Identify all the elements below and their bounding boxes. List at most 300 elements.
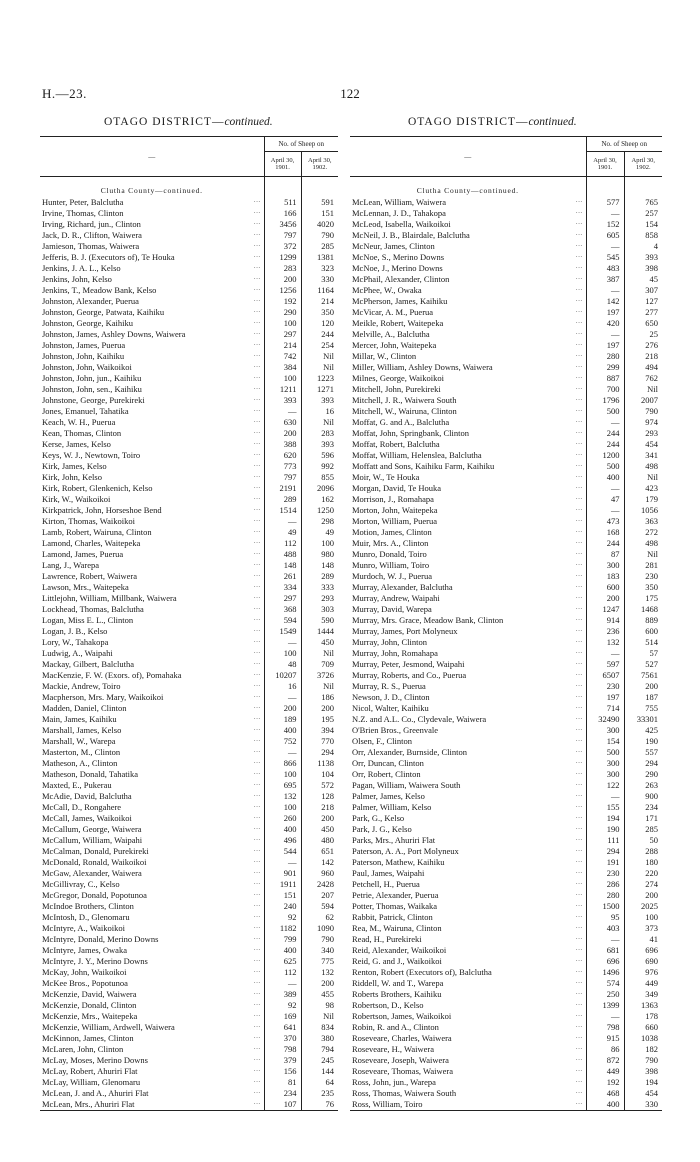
sheep-count-1902: 527	[624, 659, 662, 670]
sheep-count-1902: 454	[624, 439, 662, 450]
owner-name: Munro, Donald, Toiro	[352, 549, 427, 559]
owner-name: McGillivray, C., Kelso	[42, 879, 120, 889]
leader-dots: ···	[575, 715, 583, 723]
sheep-count-1901: 81	[264, 1077, 301, 1088]
table-row	[350, 527, 662, 538]
sheep-count-1902: 498	[624, 538, 662, 549]
table-row	[350, 494, 662, 505]
sheep-count-1901: 236	[586, 626, 624, 637]
table-row	[350, 362, 662, 373]
table-row	[350, 945, 662, 956]
sheep-count-1902: Nil	[301, 681, 338, 692]
leader-dots: ···	[575, 418, 583, 426]
table-row	[350, 868, 662, 879]
sheep-count-1901: 294	[586, 846, 624, 857]
sheep-count-1902: 200	[301, 978, 338, 989]
owner-name: Park, G., Kelso	[352, 813, 405, 823]
owner-name: Morrison, J., Romahapa	[352, 494, 434, 504]
sheep-count-1901: 289	[264, 494, 301, 505]
sheep-count-1902: 363	[624, 516, 662, 527]
leader-dots: ···	[575, 990, 583, 998]
owner-name: Ludwig, A., Waipahi	[42, 648, 113, 658]
owner-name: McLeod, Isabella, Waikoikoi	[352, 219, 451, 229]
leader-dots: ···	[575, 352, 583, 360]
owner-name: McLean, Mrs., Ahuriri Flat	[40, 1099, 240, 1111]
leader-dots: ···	[575, 858, 583, 866]
sheep-count-1902: 594	[301, 901, 338, 912]
leader-dots: ···	[253, 737, 261, 745]
table-row	[40, 296, 338, 307]
table-row	[350, 549, 662, 560]
owner-name: Lamb, Robert, Wairuna, Clinton	[42, 527, 152, 537]
owner-name: Jamieson, Thomas, Waiwera	[42, 241, 140, 251]
leader-dots: ···	[253, 341, 261, 349]
leader-dots: ···	[253, 1034, 261, 1042]
sheep-count-1902: 244	[301, 329, 338, 340]
sheep-count-1902: 290	[624, 769, 662, 780]
sheep-count-1901: 797	[264, 472, 301, 483]
leader-dots: ···	[575, 242, 583, 250]
table-row	[350, 582, 662, 593]
leader-dots: ···	[253, 330, 261, 338]
table-row	[40, 230, 338, 241]
sheep-count-1901: 49	[264, 527, 301, 538]
owner-name: Kerse, James, Kelso	[42, 439, 111, 449]
table-row	[350, 296, 662, 307]
leader-dots: ···	[253, 374, 261, 382]
sheep-count-1901: 192	[264, 296, 301, 307]
owner-name: Millar, W., Clinton	[352, 351, 417, 361]
leader-dots: ···	[575, 792, 583, 800]
leader-dots: ···	[575, 682, 583, 690]
owner-name: Marshall, James, Kelso	[42, 725, 122, 735]
table-row	[40, 868, 338, 879]
leader-dots: ···	[240, 1099, 264, 1111]
sheep-count-1901: 299	[586, 362, 624, 373]
sheep-count-1902: 293	[301, 593, 338, 604]
table-row	[40, 692, 338, 703]
leader-dots: ···	[575, 264, 583, 272]
table-row	[350, 373, 662, 384]
sheep-count-1902: 960	[301, 868, 338, 879]
sheep-count-1901: —	[586, 505, 624, 516]
sheep-count-1902: 350	[301, 307, 338, 318]
table-row	[40, 615, 338, 626]
sheep-count-1902: 182	[624, 1044, 662, 1055]
owner-name: McLennan, J. D., Tahakopa	[352, 208, 446, 218]
leader-dots: ···	[575, 935, 583, 943]
sheep-count-1901: —	[586, 208, 624, 219]
sheep-count-1902: 770	[301, 736, 338, 747]
leader-dots: ···	[253, 473, 261, 481]
table-row	[40, 549, 338, 560]
right-subhead: Clutha County—continued.	[350, 177, 586, 198]
owner-name: Johnston, George, Patwata, Kaihiku	[42, 307, 165, 317]
table-row	[350, 615, 662, 626]
page-reference: H.—23.	[42, 86, 87, 101]
sheep-count-1901: 297	[264, 593, 301, 604]
sheep-count-1901: 872	[586, 1055, 624, 1066]
owner-name: McIntyre, A., Waikoikoi	[42, 923, 125, 933]
sheep-count-1902: 98	[301, 1000, 338, 1011]
sheep-count-1901: 641	[264, 1022, 301, 1033]
table-row	[350, 835, 662, 846]
leader-dots: ···	[575, 506, 583, 514]
table-row	[350, 340, 662, 351]
table-row	[40, 703, 338, 714]
leader-dots: ···	[575, 374, 583, 382]
owner-name: McKenzie, David, Waiwera	[42, 989, 137, 999]
sheep-count-1901: 152	[586, 219, 624, 230]
sheep-count-1901: 142	[586, 296, 624, 307]
sheep-count-1902: 4020	[301, 219, 338, 230]
sheep-count-1902: 2428	[301, 879, 338, 890]
table-row	[40, 208, 338, 219]
table-row	[350, 934, 662, 945]
owner-name: Riddell, W. and T., Warepa	[352, 978, 444, 988]
leader-dots: ···	[575, 396, 583, 404]
table-row	[350, 593, 662, 604]
table-row	[40, 1000, 338, 1011]
table-row	[350, 813, 662, 824]
leader-dots: ···	[253, 946, 261, 954]
owner-name: Jenkins, J. A. L., Kelso	[42, 263, 121, 273]
leader-dots: ···	[575, 847, 583, 855]
owner-name: Read, H., Purekireki	[352, 934, 422, 944]
table-row	[40, 648, 338, 659]
sheep-count-1901: 393	[264, 395, 301, 406]
table-row	[350, 1088, 662, 1099]
table-row	[350, 1077, 662, 1088]
sheep-count-1902: 3726	[301, 670, 338, 681]
owner-name: Palmer, William, Kelso	[352, 802, 432, 812]
sheep-count-1901: 154	[586, 736, 624, 747]
table-row	[350, 791, 662, 802]
leader-dots: ···	[253, 561, 261, 569]
sheep-count-1901: 1182	[264, 923, 301, 934]
leader-dots: ···	[253, 363, 261, 371]
table-row	[350, 428, 662, 439]
sheep-count-1902: 855	[301, 472, 338, 483]
sheep-count-1901: 468	[586, 1088, 624, 1099]
sheep-count-1902: 450	[301, 637, 338, 648]
table-row	[350, 890, 662, 901]
sheep-count-1901: —	[264, 978, 301, 989]
leader-dots: ···	[253, 462, 261, 470]
leader-dots: ···	[253, 517, 261, 525]
leader-dots: ···	[253, 539, 261, 547]
owner-name: Moffat, William, Helenslea, Balclutha	[352, 450, 482, 460]
table-row	[350, 681, 662, 692]
sheep-count-1902: 272	[624, 527, 662, 538]
sheep-count-1901: 449	[586, 1066, 624, 1077]
sheep-count-1902: 398	[624, 263, 662, 274]
leader-dots: ···	[253, 209, 261, 217]
sheep-count-1901: 372	[264, 241, 301, 252]
owner-name: Rea, M., Wairuna, Clinton	[352, 923, 442, 933]
sheep-count-1901: 280	[586, 351, 624, 362]
table-row	[40, 835, 338, 846]
table-row	[40, 978, 338, 989]
sheep-count-1902: 200	[301, 703, 338, 714]
sheep-count-1902: 775	[301, 956, 338, 967]
table-row	[350, 1000, 662, 1011]
sheep-count-1902: Nil	[301, 417, 338, 428]
owner-name: Moffat, Robert, Balclutha	[352, 439, 440, 449]
owner-name: Kirk, John, Kelso	[42, 472, 102, 482]
owner-name: Hunter, Peter, Balclutha	[42, 197, 124, 207]
table-row	[40, 395, 338, 406]
sheep-count-1902: 790	[624, 1055, 662, 1066]
left-title-main: OTAGO DISTRICT—	[104, 116, 225, 128]
owner-name: McIndoe Brothers, Clinton	[42, 901, 134, 911]
owner-name: Paul, James, Waipahi	[352, 868, 425, 878]
leader-dots: ···	[253, 770, 261, 778]
sheep-count-1901: 1200	[586, 450, 624, 461]
sheep-count-1901: 260	[264, 813, 301, 824]
sheep-count-1901: 132	[586, 637, 624, 648]
leader-dots: ···	[253, 748, 261, 756]
sheep-count-1901: 1796	[586, 395, 624, 406]
table-row	[40, 406, 338, 417]
sheep-count-1901: 10207	[264, 670, 301, 681]
sheep-count-1901: 1247	[586, 604, 624, 615]
owner-name: Rabbit, Patrick, Clinton	[352, 912, 433, 922]
owner-name: Moir, W., Te Houka	[352, 472, 420, 482]
table-row	[350, 450, 662, 461]
sheep-count-1902: 41	[624, 934, 662, 945]
sheep-count-1902: Nil	[301, 362, 338, 373]
owner-name: Pagan, William, Waiwera South	[352, 780, 461, 790]
table-row	[40, 1066, 338, 1077]
sheep-count-1902: 709	[301, 659, 338, 670]
sheep-count-1901: 625	[264, 956, 301, 967]
leader-dots: ···	[253, 572, 261, 580]
leader-dots: ···	[253, 759, 261, 767]
left-subhead: Clutha County—continued.	[40, 177, 264, 198]
sheep-count-1902: 263	[624, 780, 662, 791]
owner-name: Renton, Robert (Executors of), Balclutha	[352, 967, 492, 977]
owner-name: Mitchell, John, Purekireki	[352, 384, 441, 394]
sheep-count-1902: 200	[624, 890, 662, 901]
leader-dots: ···	[253, 583, 261, 591]
leader-dots: ···	[575, 1045, 583, 1053]
leader-dots: ···	[575, 616, 583, 624]
owner-name: Robertson, D., Kelso	[352, 1000, 424, 1010]
sheep-count-1902: 303	[301, 604, 338, 615]
table-row	[40, 450, 338, 461]
leader-dots: ···	[575, 660, 583, 668]
sheep-count-1902: 373	[624, 923, 662, 934]
table-row	[350, 989, 662, 1000]
owner-name: Johnston, James, Ashley Downs, Waiwera	[42, 329, 186, 339]
owner-name: McLean, William, Waiwera	[352, 197, 447, 207]
owner-name: McKenzie, William, Ardwell, Waiwera	[42, 1022, 175, 1032]
leader-dots: ···	[253, 660, 261, 668]
right-title-continued: continued.	[528, 116, 577, 128]
leader-dots: ···	[253, 627, 261, 635]
owner-name: Jones, Emanuel, Tahatika	[42, 406, 129, 416]
table-row	[350, 505, 662, 516]
sheep-count-1901: —	[264, 692, 301, 703]
sheep-count-1901: 166	[264, 208, 301, 219]
table-row	[350, 703, 662, 714]
sheep-count-1901: 95	[586, 912, 624, 923]
table-row	[40, 472, 338, 483]
leader-dots: ···	[253, 451, 261, 459]
sheep-count-1901: 420	[586, 318, 624, 329]
sheep-count-1902: 834	[301, 1022, 338, 1033]
table-row	[350, 384, 662, 395]
table-row	[350, 659, 662, 670]
sheep-count-1902: Nil	[624, 472, 662, 483]
leader-dots: ···	[575, 484, 583, 492]
leader-dots: ···	[253, 528, 261, 536]
owner-name: Murray, James, Port Molyneux	[352, 626, 458, 636]
leader-dots: ···	[575, 638, 583, 646]
leader-dots: ···	[575, 946, 583, 954]
leader-dots: ···	[253, 495, 261, 503]
sheep-count-1902: 234	[624, 802, 662, 813]
sheep-count-1901: 488	[264, 549, 301, 560]
owner-name: Lawson, Mrs., Waitepeka	[42, 582, 129, 592]
leader-dots: ···	[575, 737, 583, 745]
sheep-count-1902: 398	[624, 1066, 662, 1077]
owner-name: Munro, William, Toiro	[352, 560, 430, 570]
right-sheep-table	[350, 136, 662, 1111]
sheep-count-1902: 285	[624, 824, 662, 835]
sheep-count-1901: 700	[586, 384, 624, 395]
table-row	[350, 230, 662, 241]
owner-name: McLean, J. and A., Ahuriri Flat	[42, 1088, 149, 1098]
leader-dots: ···	[575, 363, 583, 371]
leader-dots: ···	[575, 517, 583, 525]
leader-dots: ···	[253, 825, 261, 833]
owner-name: Parks, Mrs., Ahuriri Flat	[352, 835, 436, 845]
owner-name: Murray, Alexander, Balclutha	[352, 582, 453, 592]
sheep-count-1902: 57	[624, 648, 662, 659]
sheep-count-1901: 244	[586, 538, 624, 549]
table-row	[40, 439, 338, 450]
sheep-count-1902: 33301	[624, 714, 662, 725]
table-row	[40, 670, 338, 681]
sheep-count-1901: 695	[264, 780, 301, 791]
sheep-count-1901: 190	[586, 824, 624, 835]
sheep-count-1901: 111	[586, 835, 624, 846]
table-row	[350, 824, 662, 835]
leader-dots: ···	[253, 891, 261, 899]
sheep-count-1902: 393	[624, 252, 662, 263]
owner-name: McNoe, S., Merino Downs	[352, 252, 445, 262]
sheep-count-1902: 333	[301, 582, 338, 593]
leader-dots: ···	[253, 781, 261, 789]
owner-name: McLaren, John, Clinton	[42, 1044, 124, 1054]
sheep-count-1902: Nil	[301, 648, 338, 659]
sheep-count-1902: 794	[301, 1044, 338, 1055]
sheep-count-1902: 1138	[301, 758, 338, 769]
sheep-count-1902: 186	[301, 692, 338, 703]
sheep-count-1901: —	[586, 483, 624, 494]
owner-name: Johnston, John, sen., Kaihiku	[42, 384, 142, 394]
table-row	[350, 923, 662, 934]
table-row	[350, 1099, 662, 1111]
leader-dots: ···	[575, 407, 583, 415]
sheep-count-1901: 574	[586, 978, 624, 989]
table-row	[40, 747, 338, 758]
leader-dots: ···	[253, 220, 261, 228]
owner-name: McIntyre, Donald, Merino Downs	[42, 934, 159, 944]
leader-dots: ···	[253, 836, 261, 844]
table-row	[40, 1033, 338, 1044]
sheep-count-1902: 454	[624, 1088, 662, 1099]
sheep-count-1901: —	[264, 637, 301, 648]
leader-dots: ···	[575, 594, 583, 602]
sheep-count-1902: 257	[624, 208, 662, 219]
leader-dots: ···	[575, 297, 583, 305]
sheep-count-1901: 1256	[264, 285, 301, 296]
leader-dots: ···	[575, 198, 583, 206]
table-row	[350, 560, 662, 571]
table-row	[40, 1088, 338, 1099]
owner-name: Mackie, Andrew, Toiro	[42, 681, 121, 691]
owner-name: Roseveare, H., Waiwera	[352, 1044, 434, 1054]
sheep-count-1901: 914	[586, 615, 624, 626]
sheep-count-1901: 379	[264, 1055, 301, 1066]
sheep-count-1901: 112	[264, 538, 301, 549]
sheep-count-1902: 298	[301, 516, 338, 527]
leader-dots: ···	[575, 979, 583, 987]
sheep-count-1902: 455	[301, 989, 338, 1000]
owner-name: Irvine, Thomas, Clinton	[42, 208, 124, 218]
sheep-count-1901: 742	[264, 351, 301, 362]
owner-name: Macpherson, Mrs. Mary, Waikoikoi	[42, 692, 164, 702]
owner-name: Jack, D. R., Clifton, Waiwera	[42, 230, 142, 240]
owner-name: Murray, Peter, Jesmond, Waipahi	[352, 659, 465, 669]
table-row	[40, 219, 338, 230]
table-row	[350, 208, 662, 219]
owner-name: Matheson, A., Clinton	[42, 758, 118, 768]
sheep-count-1902: 4	[624, 241, 662, 252]
sheep-count-1902: Nil	[301, 1011, 338, 1022]
owner-name: Meikle, Robert, Waitepeka	[352, 318, 444, 328]
page-number: 122	[340, 86, 360, 101]
owner-name: Ross, William, Toiro	[350, 1099, 542, 1111]
sheep-count-1902: 127	[624, 296, 662, 307]
leader-dots: ···	[542, 1099, 586, 1111]
leader-dots: ···	[253, 990, 261, 998]
sheep-count-1901: 901	[264, 868, 301, 879]
owner-name: Johnston, John, Waikoikoi	[42, 362, 132, 372]
leader-dots: ···	[575, 836, 583, 844]
right-name-column-header: —	[350, 137, 586, 177]
sheep-count-1902: 100	[301, 538, 338, 549]
owner-name: Keys, W. J., Newtown, Toiro	[42, 450, 141, 460]
table-row	[40, 1044, 338, 1055]
sheep-count-1901: 1299	[264, 252, 301, 263]
leader-dots: ···	[575, 286, 583, 294]
owner-name: Roberts Brothers, Kaihiku	[352, 989, 442, 999]
table-row	[350, 538, 662, 549]
leader-dots: ···	[575, 550, 583, 558]
table-row	[40, 362, 338, 373]
owner-name: Orr, Robert, Clinton	[352, 769, 421, 779]
table-row	[40, 329, 338, 340]
leader-dots: ···	[575, 561, 583, 569]
table-row	[350, 1044, 662, 1055]
sheep-count-1901: 400	[264, 725, 301, 736]
owner-name: Madden, Daniel, Clinton	[42, 703, 127, 713]
sheep-count-1901: 1399	[586, 1000, 624, 1011]
